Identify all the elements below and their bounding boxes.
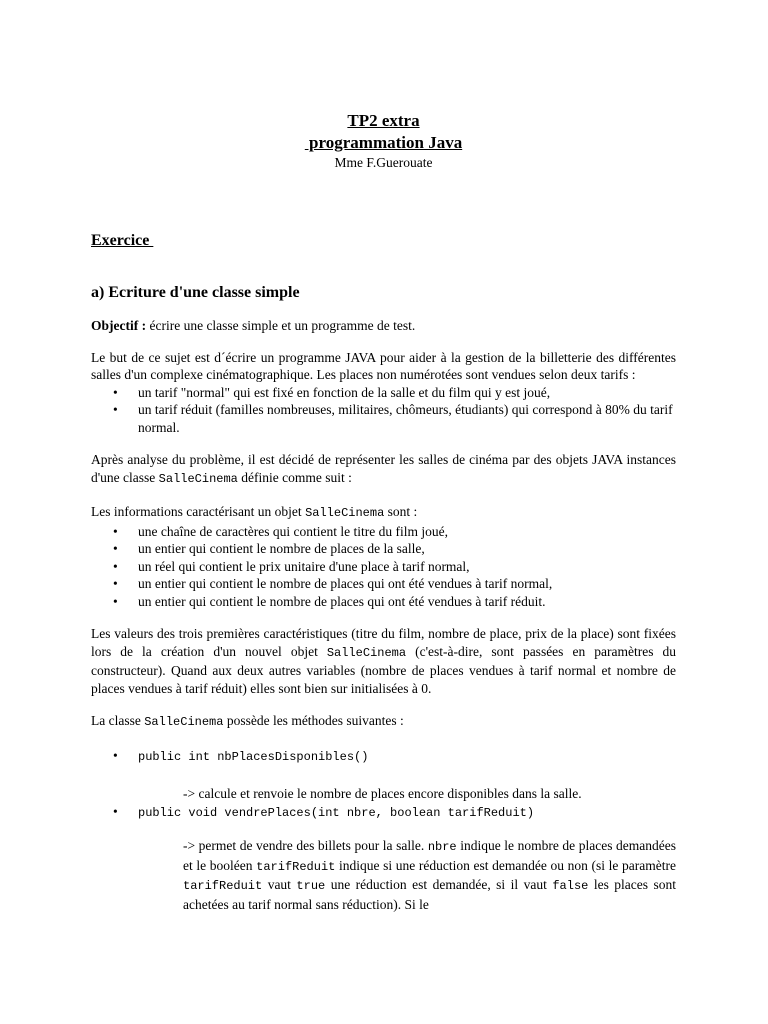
list-item [91, 593, 676, 611]
exercise-heading: Exercice [91, 232, 154, 249]
values-text-before: Les valeurs des trois premières caractéristiques (titre du film, nombre de place, prix de la place) sont fixées lors de la création d'un nouvel objet [91, 626, 676, 659]
list-item [91, 401, 676, 436]
param-code: nbre [427, 840, 457, 854]
list-item-text: un entier qui contient le nombre de places qui ont été vendues à tarif normal, [138, 576, 553, 591]
list-item-text: un tarif réduit (familles nombreuses, militaires, chômeurs, étudiants) qui correspond à 80% du tarif normal. [138, 402, 673, 435]
method-desc-text: vaut [262, 877, 297, 892]
methods-text-before: La classe [91, 713, 145, 728]
list-item-text: un réel qui contient le prix unitaire d'une place à tarif normal, [138, 558, 470, 574]
analysis-text-after: définie comme suit : [237, 469, 352, 485]
class-name-code: SalleCinema [305, 506, 385, 520]
analysis-text-before: Après analyse du problème, il est décidé de représenter les salles de cinéma par des objets JAVA instances d'une classe [91, 452, 676, 485]
list-item [91, 523, 676, 541]
objective-label: Objectif : [91, 318, 147, 333]
list-item [91, 540, 676, 558]
bullet-icon: • [113, 593, 118, 609]
list-item-text: une chaîne de caractères qui contient le titre du film joué, [138, 523, 448, 539]
value-code: false [552, 879, 589, 893]
param-code: tarifReduit [256, 859, 336, 874]
param-code: tarifReduit [183, 879, 263, 893]
list-item-text: un entier qui contient le nombre de places de la salle, [138, 541, 425, 556]
method-desc-text: indique si une réduction est demandée ou non (si le paramètre [335, 857, 676, 873]
class-name-code: SalleCinema [158, 471, 238, 486]
values-text-after: (c'est-à-dire, sont passées en paramètres du constructeur). Quand aux deux autres variables (nombre de places vendues à tarif normal et nombre de places vendues à tarif réduit) elles sont bien sur initialisées à 0. [91, 643, 676, 696]
author-name: Mme F.Guerouate [334, 155, 433, 170]
method-desc-text: une réduction est demandée, si il vaut [325, 877, 553, 892]
intro-paragraph: Le but de ce sujet est d´écrire un programme JAVA pour aider à la gestion de la billetterie des différentes salles d'un complexe cinématographique. Les places non numérotées sont vendues selon deux tarifs : [91, 349, 676, 382]
method-description [91, 837, 676, 913]
method-desc-text: indique le nombre de places demandées et le booléen [183, 838, 676, 873]
objective-text: écrire une classe simple et un programme de test. [146, 318, 416, 333]
list-item [91, 558, 676, 576]
attributes-list [91, 523, 676, 611]
method-signature: public void vendrePlaces(int nbre, boolean tarifReduit) [138, 805, 535, 820]
class-name-code: SalleCinema [144, 715, 224, 729]
bullet-icon: • [113, 541, 118, 556]
bullet-icon: • [113, 402, 118, 417]
infos-text-before: Les informations caractérisant un objet [91, 504, 306, 519]
method-entry [91, 747, 676, 803]
bullet-icon: • [113, 747, 118, 763]
list-item [91, 575, 676, 593]
method-entry [91, 803, 676, 914]
document-title-line2: programmation Java [304, 133, 463, 152]
objective-paragraph [91, 317, 676, 335]
bullet-icon: • [113, 803, 118, 819]
bullet-icon: • [113, 558, 118, 574]
bullet-icon: • [113, 576, 118, 591]
method-description: -> calcule et renvoie le nombre de places encore disponibles dans la salle. [183, 786, 582, 801]
bullet-icon: • [113, 384, 118, 400]
list-item-text: un entier qui contient le nombre de places qui ont été vendues à tarif réduit. [138, 593, 546, 609]
bullet-icon: • [113, 523, 118, 539]
methods-intro-paragraph [91, 712, 676, 732]
document-title-line1: TP2 extra [347, 111, 420, 130]
list-item-text: un tarif "normal" qui est fixé en fonction de la salle et du film qui y est joué, [138, 384, 551, 400]
method-signature: public int nbPlacesDisponibles() [138, 749, 369, 764]
method-desc-text: -> permet de vendre des billets pour la salle. [183, 838, 428, 853]
class-name-code: SalleCinema [326, 645, 407, 660]
title-block [91, 110, 676, 171]
method-signature-row [91, 803, 676, 823]
section-heading: a) Ecriture d'une classe simple [91, 284, 300, 301]
tarif-list [91, 384, 676, 437]
infos-text-after: sont : [384, 504, 418, 519]
analysis-paragraph [91, 451, 676, 488]
method-signature-row [91, 747, 676, 767]
methods-text-after: possède les méthodes suivantes : [223, 713, 404, 728]
values-paragraph [91, 625, 676, 697]
method-desc-text: les places sont achetées au tarif normal sans réduction). Si le [183, 877, 677, 912]
value-code: true [296, 879, 326, 893]
infos-intro-paragraph [91, 503, 676, 523]
list-item [91, 384, 676, 402]
